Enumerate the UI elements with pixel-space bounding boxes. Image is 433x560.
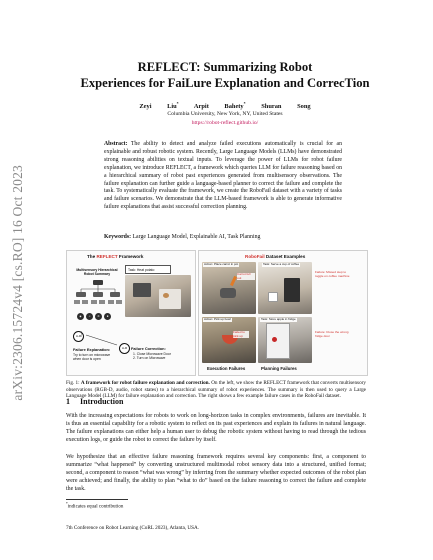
photo-fridge (258, 317, 312, 363)
arxiv-stamp (4, 150, 32, 415)
summary-label: Multisensory Hierarchical Robot Summary (76, 268, 118, 276)
note-failed-pick: Failed to pick up (233, 331, 249, 338)
caption-text: On the left, we show the REFLECT framework that converts multisensory observations (RGB-D, audio, robot states) to a hierarchical summary of robot experiences. The summary is then used to query a Large Language Model (LLM) for failure explanation and correction. The right shows a few example failure cases in the RoboFail dataset. (66, 380, 366, 400)
robofail-panel (198, 250, 368, 376)
footnote-rule (66, 499, 128, 500)
flow-arrows (81, 323, 141, 347)
audio-icon: ♫ (86, 313, 93, 320)
summary-tree-diagram (73, 279, 123, 307)
section-heading (66, 397, 123, 406)
author-3: Shuran Song (261, 103, 311, 111)
correction-step-2: 2. Turn on Microwave (133, 356, 166, 360)
note-missed-step: Failure: Missed step to toggle on coffee machine (315, 270, 350, 278)
intro-paragraph-1: With the increasing expectations for robots to work on long-horizon tasks in complex environments, failures are inevitable. It is thus an essential capability for a robotic system to reflect on its past experiences and explain its failures in natural language. The failure explanations can either help a human user to debug the robotic system without having to read through the tedious execution logs, or guide the robot to correct the failure by itself. (66, 413, 366, 443)
failure-explanation-title: Failure Explanation: (73, 347, 111, 352)
photo-carrot (202, 262, 256, 314)
caption-bold: A framework for robot failure explanation and correction. (80, 380, 210, 386)
photo-coffee (258, 262, 312, 314)
intro-paragraph-2: We hypothesize that an effective failure reasoning framework requires several key components: first, a component to summarize “what happened” by converting unstructured multimodal robot sensory data into a structured, unified format; second, a component to reason “what was wrong” by inferring from the summary whether expected outcomes of the robot plan were achieved; and finally, the ability to plan “what to do” based on the failure reasoning to correct the failure and complete the task. (66, 454, 366, 492)
conference-note: 7th Conference on Robot Learning (CoRL 2023), Atlanta, USA. (66, 525, 200, 531)
note-carrot-fell: Carrot fell out (237, 273, 255, 280)
abstract (104, 141, 342, 212)
reflect-framework-panel (66, 250, 196, 376)
robot-state-icon: ⚙ (95, 313, 102, 320)
author-2: Arpit Bahety* (193, 101, 246, 111)
title-line-1: REFLECT: Summarizing Robot (137, 60, 313, 74)
abstract-label: Abstract: (104, 141, 128, 147)
llm-badge-right: LLM (119, 343, 130, 354)
failure-correction-title: Failure Correction: (131, 346, 166, 351)
keywords-label: Keywords: (104, 234, 132, 240)
robofail-heading: RoboFail Dataset Examples (245, 254, 306, 259)
llm-badge-left: LLM (73, 331, 84, 342)
keywords-text: Large Language Model, Explainable AI, Task Planning (132, 234, 261, 240)
camera-icon: ◉ (77, 313, 84, 320)
failure-explanation-text: Try to turn on microwave when door is open (73, 353, 111, 361)
project-link[interactable]: https://robot-reflect.github.io/ (191, 120, 259, 126)
task-box: Task: Heat potato (125, 265, 171, 274)
tag-store-apple: Task: Store apple in fridge (261, 317, 296, 321)
footnote: *indicates equal contribution (66, 502, 124, 510)
title-line-2: Experiences for FaiLure Explanation and CorrecTion (80, 76, 370, 90)
note-wrong-door: Failure: Close the wrong fridge door (315, 330, 349, 338)
paper-title (60, 59, 390, 91)
keywords (104, 234, 342, 240)
tag-serve-coffee: Task: Serve a cup of coffee (263, 262, 300, 266)
execution-failures-label: Execution Failures (207, 366, 246, 371)
figure-1 (66, 250, 366, 378)
framework-heading: The REFLECT Framework (87, 254, 144, 259)
affiliation: Columbia University, New York, NY, United States (167, 111, 283, 117)
correction-step-1: 1. Close Microwave Door (133, 352, 171, 356)
kitchen-scene-image (125, 275, 191, 317)
section-title: Introduction (80, 397, 124, 406)
object-icon: ■ (104, 313, 111, 320)
tag-pick-bowl: Action: Pick up bowl (204, 317, 231, 321)
abstract-text: The ability to detect and analyze failed executions automatically is crucial for an explainable and robust robotic system. Recently, Large Language Models (LLMs) have demonstrated strong reasoning abilities on textual inputs. To leverage the power of LLMs for robot failure explanation, we introduce REFLECT, a framework which queries LLM for failure reasoning based on a hierarchical summary of robot past experiences generated from multisensory observations. The failure explanation can further guide a language-based planner to correct the failure and complete the task. To systematically evaluate the framework, we create the RoboFail dataset with a variety of tasks and failure scenarios. We demonstrate that the LLM-based framework is able to generate informative failure explanations that assist successful correction planning. (104, 141, 342, 211)
section-number: 1 (66, 397, 70, 406)
photo-bowl (202, 317, 256, 363)
arxiv-stamp-text: arXiv:2306.15724v4 [cs.RO] 16 Oct 2023 (10, 164, 25, 401)
author-list (60, 101, 390, 110)
tag-place-carrot: Action: Place carrot in pot (204, 262, 239, 266)
planning-failures-label: Planning Failures (261, 366, 297, 371)
caption-label: Fig. 1: (66, 380, 80, 386)
author-1: Zeyi Liu* (139, 101, 179, 111)
